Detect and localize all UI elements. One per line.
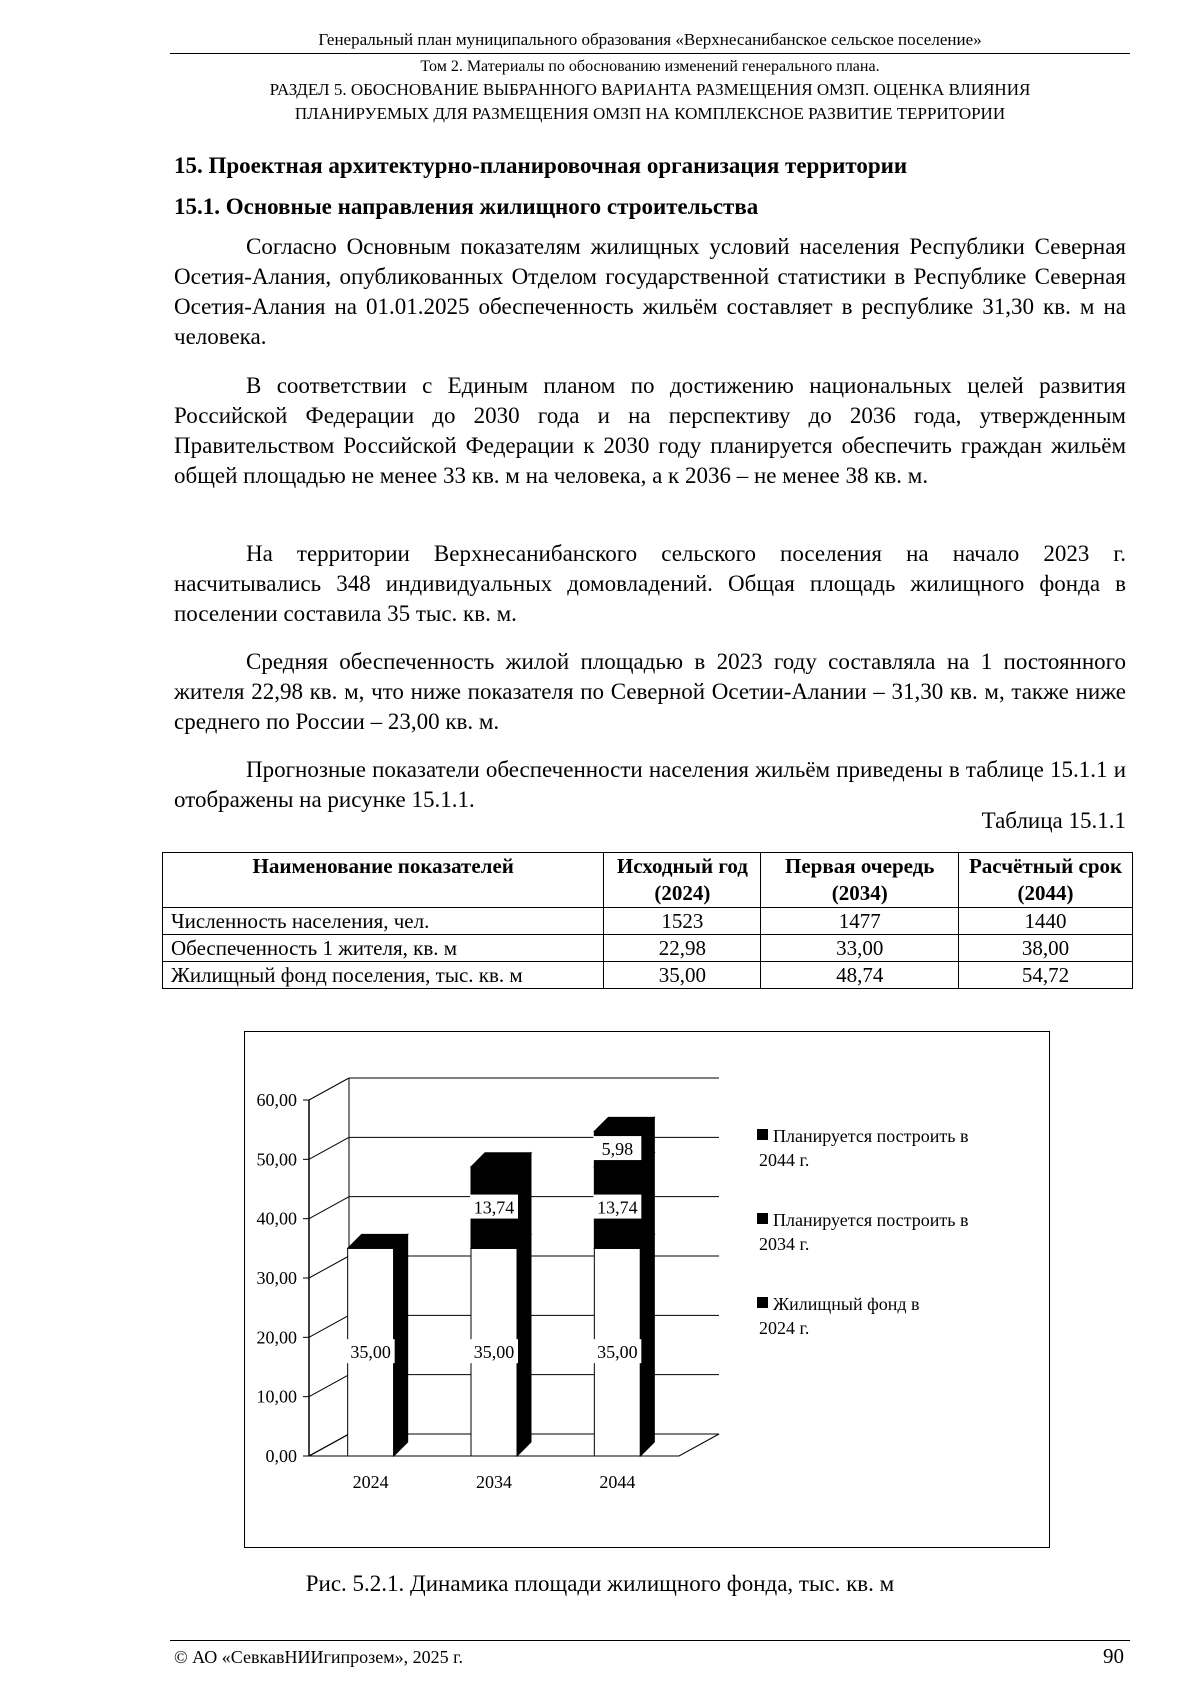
table-header-cell: Исходный год (2024) bbox=[604, 853, 761, 908]
document-header-volume: Том 2. Материалы по обоснованию изменений генерального плана. bbox=[420, 58, 880, 75]
data-label: 35,00 bbox=[597, 1342, 638, 1363]
gridline-side bbox=[309, 1375, 349, 1397]
table-header-cell: Наименование показателей bbox=[163, 853, 604, 908]
legend-label: 2024 г. bbox=[759, 1318, 810, 1338]
table-cell: 1440 bbox=[959, 908, 1133, 935]
y-tick-label: 20,00 bbox=[256, 1327, 297, 1348]
page-number: 90 bbox=[1103, 1644, 1124, 1668]
table-cell: 48,74 bbox=[761, 962, 959, 989]
footer-copyright: © АО «СевкавНИИгипрозем», 2025 г. bbox=[174, 1647, 463, 1667]
header-section-line-1: РАЗДЕЛ 5. ОБОСНОВАНИЕ ВЫБРАННОГО ВАРИАНТА РАЗМЕЩЕНИЯ ОМЗП. ОЦЕНКА ВЛИЯНИЯ bbox=[269, 80, 1031, 99]
legend-label: Жилищный фонд в bbox=[773, 1294, 920, 1314]
table-cell: Численность населения, чел. bbox=[163, 908, 604, 935]
legend-label: 2034 г. bbox=[759, 1234, 810, 1254]
y-tick-label: 40,00 bbox=[256, 1208, 297, 1229]
gridline-side bbox=[309, 1315, 349, 1337]
table-cell: 22,98 bbox=[604, 935, 761, 962]
footer-divider bbox=[170, 1640, 1130, 1641]
housing-stock-chart bbox=[244, 1031, 1050, 1548]
legend-swatch bbox=[757, 1213, 768, 1224]
bar-side bbox=[640, 1153, 654, 1249]
y-tick-label: 50,00 bbox=[256, 1149, 297, 1170]
bar-side bbox=[517, 1234, 531, 1456]
document-header-title: Генеральный план муниципального образования «Верхнесанибанское сельское поселение» bbox=[318, 30, 982, 49]
data-label: 35,00 bbox=[473, 1342, 515, 1363]
table-cell: 1523 bbox=[604, 908, 761, 935]
table-cell: 33,00 bbox=[761, 935, 959, 962]
paragraph-5: Прогнозные показатели обеспеченности населения жильём приведены в таблице 15.1.1 и отображены на рисунке 15.1.1. bbox=[174, 757, 1126, 812]
table-cell: 38,00 bbox=[959, 935, 1133, 962]
table-caption: Таблица 15.1.1 bbox=[981, 808, 1126, 833]
legend-label: Планируется построить в bbox=[773, 1126, 969, 1146]
housing-indicators-table bbox=[162, 852, 1133, 989]
gridline-side bbox=[309, 1256, 349, 1278]
header-divider bbox=[170, 53, 1130, 54]
bar-side bbox=[394, 1234, 408, 1456]
bar-side bbox=[517, 1153, 531, 1249]
x-tick-label: 2044 bbox=[599, 1472, 636, 1492]
table-header-cell: Расчётный срок (2044) bbox=[959, 853, 1133, 908]
gridline-side bbox=[309, 1137, 349, 1159]
gridline-side bbox=[309, 1078, 349, 1100]
table-cell: 1477 bbox=[761, 908, 959, 935]
paragraph-3: На территории Верхнесанибанского сельского поселения на начало 2023 г. насчитывались 348 индивидуальных домовладений. Общая площадь жилищного фонда в поселении составила 35 тыс. кв. м. bbox=[174, 541, 1126, 626]
bar-side bbox=[640, 1234, 654, 1456]
data-label: 13,74 bbox=[473, 1197, 515, 1218]
paragraph-4: Средняя обеспеченность жилой площадью в 2023 году составляла на 1 постоянного жителя 22,98 кв. м, что ниже показателя по Северной Осетии-Алании – 31,30 кв. м, также ниже среднего по России – 23,00 кв. м. bbox=[174, 649, 1126, 734]
subsection-heading: 15.1. Основные направления жилищного строительства bbox=[174, 194, 759, 219]
table-cell: Жилищный фонд поселения, тыс. кв. м bbox=[163, 962, 604, 989]
y-tick-label: 60,00 bbox=[256, 1090, 297, 1110]
table-cell: 35,00 bbox=[604, 962, 761, 989]
x-tick-label: 2024 bbox=[352, 1472, 389, 1492]
legend-label: 2044 г. bbox=[759, 1150, 810, 1170]
legend-swatch bbox=[757, 1297, 768, 1308]
gridline-side bbox=[309, 1197, 349, 1219]
table-header-cell: Первая очередь (2034) bbox=[761, 853, 959, 908]
header-section-line-2: ПЛАНИРУЕМЫХ ДЛЯ РАЗМЕЩЕНИЯ ОМЗП НА КОМПЛЕКСНОЕ РАЗВИТИЕ ТЕРРИТОРИИ bbox=[294, 104, 1006, 123]
table-row bbox=[163, 908, 1133, 935]
table-cell: Обеспеченность 1 жителя, кв. м bbox=[163, 935, 604, 962]
paragraph-2: В соответствии с Единым планом по достижению национальных целей развития Российской Федерации до 2030 года и на перспективу до 2036 года, утвержденным Правительством Российской Федерации к 2030 году планируется обеспечить граждан жильём общей площадью не менее 33 кв. м на человека, а к 2036 – не менее 38 кв. м. bbox=[174, 373, 1126, 488]
document-header-section bbox=[170, 78, 1130, 126]
table-row bbox=[163, 935, 1133, 962]
chart-canvas bbox=[245, 1032, 1051, 1549]
table-header-row bbox=[163, 853, 1133, 908]
x-tick-label: 2034 bbox=[476, 1472, 512, 1492]
y-tick-label: 0,00 bbox=[265, 1446, 297, 1466]
figure-caption: Рис. 5.2.1. Динамика площади жилищного фонда, тыс. кв. м bbox=[305, 1571, 895, 1596]
section-heading: 15. Проектная архитектурно-планировочная организация территории bbox=[174, 153, 908, 178]
table-cell: 54,72 bbox=[959, 962, 1133, 989]
y-tick-label: 30,00 bbox=[256, 1268, 297, 1288]
paragraph-1: Согласно Основным показателям жилищных условий населения Республики Северная Осетия-Алания, опубликованных Отделом государственной статистики в Республике Северная Осетия-Алания на 01.01.2025 обеспеченность жильём составляет в республике 31,30 кв. м на человека. bbox=[174, 234, 1126, 349]
data-label: 13,74 bbox=[597, 1197, 638, 1218]
legend-label: Планируется построить в bbox=[773, 1210, 969, 1230]
table-row bbox=[163, 962, 1133, 989]
y-tick-label: 10,00 bbox=[256, 1386, 297, 1407]
legend-swatch bbox=[757, 1129, 768, 1140]
data-label: 5,98 bbox=[601, 1139, 634, 1160]
data-label: 35,00 bbox=[350, 1342, 391, 1363]
